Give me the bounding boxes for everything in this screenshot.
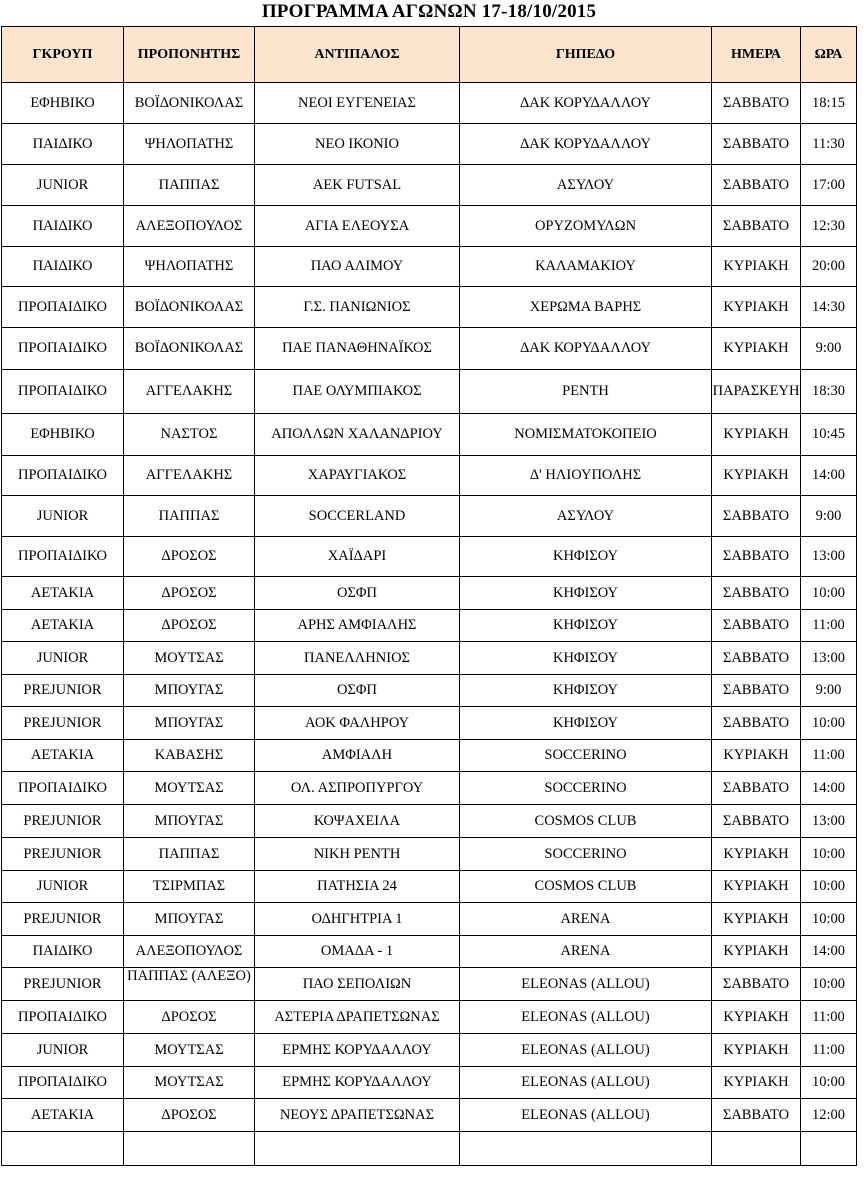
time-cell — [801, 1132, 857, 1166]
day-cell: ΚΥΡΙΑΚΗ — [712, 1001, 801, 1034]
coach-cell: ΑΛΕΞΟΠΟΥΛΟΣ — [124, 936, 255, 968]
venue-cell: ΚΗΦΙΣΟΥ — [460, 707, 712, 740]
day-cell: ΣΑΒΒΑΤΟ — [712, 537, 801, 577]
table-row — [2, 537, 857, 577]
venue-cell: ΑΣΥΛΟΥ — [460, 496, 712, 537]
time-cell: 10:00 — [801, 838, 857, 871]
time-cell: 12:00 — [801, 1099, 857, 1132]
table-row — [2, 456, 857, 496]
table-row — [2, 1001, 857, 1034]
table-row — [2, 1132, 857, 1166]
time-cell: 18:15 — [801, 83, 857, 124]
group-cell: ΠΡΟΠΑΙΔΙΚΟ — [2, 1067, 124, 1099]
table-row — [2, 1034, 857, 1067]
time-cell: 14:00 — [801, 456, 857, 496]
table-row — [2, 414, 857, 456]
venue-cell: ΚΗΦΙΣΟΥ — [460, 537, 712, 577]
table-row — [2, 328, 857, 370]
group-cell: ΠΡΟΠΑΙΔΙΚΟ — [2, 328, 124, 370]
group-cell: ΠΑΙΔΙΚΟ — [2, 206, 124, 247]
coach-cell: ΜΟΥΤΣΑΣ — [124, 1034, 255, 1067]
time-cell: 14:00 — [801, 772, 857, 805]
venue-cell: ELEONAS (ALLOU) — [460, 1001, 712, 1034]
time-cell: 11:30 — [801, 124, 857, 165]
day-cell: ΚΥΡΙΑΚΗ — [712, 247, 801, 287]
table-row — [2, 496, 857, 537]
coach-cell: ΜΠΟΥΓΑΣ — [124, 903, 255, 936]
coach-cell: ΔΡΟΣΟΣ — [124, 1099, 255, 1132]
header-row — [2, 27, 857, 83]
coach-cell: ΜΠΟΥΓΑΣ — [124, 675, 255, 707]
group-cell: ΑΕΤΑΚΙΑ — [2, 740, 124, 772]
opponent-cell: ΑΟΚ ΦΑΛΗΡΟΥ — [255, 707, 460, 740]
day-cell: ΚΥΡΙΑΚΗ — [712, 740, 801, 772]
time-cell: 10:00 — [801, 871, 857, 903]
time-cell: 10:00 — [801, 968, 857, 1001]
time-cell: 9:00 — [801, 328, 857, 370]
day-cell: ΣΑΒΒΑΤΟ — [712, 165, 801, 206]
day-cell: ΣΑΒΒΑΤΟ — [712, 1099, 801, 1132]
opponent-cell: ΧΑΡΑΥΓΙΑΚΟΣ — [255, 456, 460, 496]
opponent-cell: ΠΑΕ ΠΑΝΑΘΗΝΑΪΚΟΣ — [255, 328, 460, 370]
coach-cell: ΨΗΛΟΠΑΤΗΣ — [124, 247, 255, 287]
group-cell: JUNIOR — [2, 165, 124, 206]
day-cell: ΚΥΡΙΑΚΗ — [712, 1034, 801, 1067]
time-cell: 10:00 — [801, 707, 857, 740]
opponent-cell: Γ.Σ. ΠΑΝΙΩΝΙΟΣ — [255, 287, 460, 328]
venue-cell: ΚΗΦΙΣΟΥ — [460, 642, 712, 675]
day-cell: ΣΑΒΒΑΤΟ — [712, 83, 801, 124]
coach-cell-text: ΠΑΠΠΑΣ (ΑΛΕΞΟ) — [127, 969, 251, 984]
day-cell: ΣΑΒΒΑΤΟ — [712, 675, 801, 707]
column-header-day: ΗΜΕΡΑ — [712, 27, 801, 83]
opponent-cell: SOCCERLAND — [255, 496, 460, 537]
time-cell: 17:00 — [801, 165, 857, 206]
time-cell: 10:00 — [801, 1067, 857, 1099]
day-cell: ΣΑΒΒΑΤΟ — [712, 707, 801, 740]
group-cell: ΑΕΤΑΚΙΑ — [2, 577, 124, 610]
column-header-time: ΩΡΑ — [801, 27, 857, 83]
venue-cell: ΝΟΜΙΣΜΑΤΟΚΟΠΕΙΟ — [460, 414, 712, 456]
day-cell: ΣΑΒΒΑΤΟ — [712, 772, 801, 805]
time-cell: 13:00 — [801, 642, 857, 675]
table-row — [2, 838, 857, 871]
opponent-cell: ΟΛ. ΑΣΠΡΟΠΥΡΓΟΥ — [255, 772, 460, 805]
table-row — [2, 83, 857, 124]
opponent-cell: ΑΡΗΣ ΑΜΦΙΑΛΗΣ — [255, 610, 460, 642]
venue-cell: SOCCERINO — [460, 740, 712, 772]
venue-cell: ARENA — [460, 903, 712, 936]
opponent-cell: ΠΑΕ ΟΛΥΜΠΙΑΚΟΣ — [255, 370, 460, 414]
venue-cell: ΚΗΦΙΣΟΥ — [460, 577, 712, 610]
group-cell: ΠΡΟΠΑΙΔΙΚΟ — [2, 370, 124, 414]
day-cell: ΚΥΡΙΑΚΗ — [712, 1067, 801, 1099]
coach-cell: ΝΑΣΤΟΣ — [124, 414, 255, 456]
day-cell: ΚΥΡΙΑΚΗ — [712, 456, 801, 496]
coach-cell: ΜΠΟΥΓΑΣ — [124, 707, 255, 740]
table-row — [2, 610, 857, 642]
coach-cell: ΜΠΟΥΓΑΣ — [124, 805, 255, 838]
venue-cell: ΔΑΚ ΚΟΡΥΔΑΛΛΟΥ — [460, 124, 712, 165]
venue-cell — [460, 1132, 712, 1166]
opponent-cell: ΝΙΚΗ ΡΕΝΤΗ — [255, 838, 460, 871]
opponent-cell: ΕΡΜΗΣ ΚΟΡΥΔΑΛΛΟΥ — [255, 1034, 460, 1067]
venue-cell: ARENA — [460, 936, 712, 968]
opponent-cell: ΟΜΑΔΑ - 1 — [255, 936, 460, 968]
time-cell: 10:00 — [801, 903, 857, 936]
time-cell: 11:00 — [801, 740, 857, 772]
opponent-cell: ΟΣΦΠ — [255, 675, 460, 707]
group-cell: PREJUNIOR — [2, 838, 124, 871]
table-row — [2, 370, 857, 414]
group-cell: PREJUNIOR — [2, 805, 124, 838]
group-cell: ΠΡΟΠΑΙΔΙΚΟ — [2, 456, 124, 496]
group-cell: JUNIOR — [2, 642, 124, 675]
day-cell: ΠΑΡΑΣΚΕΥΗ — [712, 370, 801, 414]
group-cell: ΠΡΟΠΑΙΔΙΚΟ — [2, 537, 124, 577]
coach-cell: ΒΟΪΔΟΝΙΚΟΛΑΣ — [124, 328, 255, 370]
venue-cell: ELEONAS (ALLOU) — [460, 1034, 712, 1067]
day-cell: ΚΥΡΙΑΚΗ — [712, 328, 801, 370]
coach-cell: ΔΡΟΣΟΣ — [124, 1001, 255, 1034]
venue-cell: SOCCERINO — [460, 838, 712, 871]
table-row — [2, 871, 857, 903]
coach-cell: ΜΟΥΤΣΑΣ — [124, 1067, 255, 1099]
coach-cell: ΤΣΙΡΜΠΑΣ — [124, 871, 255, 903]
time-cell: 10:00 — [801, 577, 857, 610]
table-row — [2, 165, 857, 206]
time-cell: 13:00 — [801, 805, 857, 838]
coach-cell: ΔΡΟΣΟΣ — [124, 577, 255, 610]
opponent-cell: ΝΕΟ ΙΚΟΝΙΟ — [255, 124, 460, 165]
time-cell: 9:00 — [801, 675, 857, 707]
group-cell: ΑΕΤΑΚΙΑ — [2, 1099, 124, 1132]
venue-cell: ELEONAS (ALLOU) — [460, 1099, 712, 1132]
day-cell: ΚΥΡΙΑΚΗ — [712, 903, 801, 936]
opponent-cell: ΠΑΤΗΣΙΑ 24 — [255, 871, 460, 903]
opponent-cell: ΑΜΦΙΑΛΗ — [255, 740, 460, 772]
day-cell: ΚΥΡΙΑΚΗ — [712, 287, 801, 328]
opponent-cell: ΝΕΟΙ ΕΥΓΕΝΕΙΑΣ — [255, 83, 460, 124]
coach-cell: ΒΟΪΔΟΝΙΚΟΛΑΣ — [124, 83, 255, 124]
time-cell: 11:00 — [801, 1034, 857, 1067]
coach-cell: ΠΑΠΠΑΣ — [124, 838, 255, 871]
table-row — [2, 247, 857, 287]
day-cell: ΚΥΡΙΑΚΗ — [712, 838, 801, 871]
table-row — [2, 740, 857, 772]
venue-cell: ΔΑΚ ΚΟΡΥΔΑΛΛΟΥ — [460, 83, 712, 124]
time-cell: 11:00 — [801, 1001, 857, 1034]
venue-cell: ΚΑΛΑΜΑΚΙΟΥ — [460, 247, 712, 287]
table-row — [2, 1099, 857, 1132]
venue-cell: SOCCERINO — [460, 772, 712, 805]
opponent-cell: ΠΑΟ ΣΕΠΟΛΙΩΝ — [255, 968, 460, 1001]
day-cell: ΣΑΒΒΑΤΟ — [712, 577, 801, 610]
day-cell: ΣΑΒΒΑΤΟ — [712, 610, 801, 642]
coach-cell — [124, 1132, 255, 1166]
day-cell: ΣΑΒΒΑΤΟ — [712, 805, 801, 838]
coach-cell: ΠΑΠΠΑΣ — [124, 496, 255, 537]
group-cell: ΕΦΗΒΙΚΟ — [2, 414, 124, 456]
opponent-cell: ΟΔΗΓΗΤΡΙΑ 1 — [255, 903, 460, 936]
time-cell: 13:00 — [801, 537, 857, 577]
group-cell: JUNIOR — [2, 496, 124, 537]
coach-cell: ΒΟΪΔΟΝΙΚΟΛΑΣ — [124, 287, 255, 328]
opponent-cell: ΑΠΟΛΛΩΝ ΧΑΛΑΝΔΡΙΟΥ — [255, 414, 460, 456]
schedule-body — [2, 83, 857, 1166]
group-cell: ΠΑΙΔΙΚΟ — [2, 936, 124, 968]
group-cell: ΑΕΤΑΚΙΑ — [2, 610, 124, 642]
time-cell: 10:45 — [801, 414, 857, 456]
venue-cell: ΡΕΝΤΗ — [460, 370, 712, 414]
table-row — [2, 675, 857, 707]
venue-cell: ΑΣΥΛΟΥ — [460, 165, 712, 206]
venue-cell: COSMOS CLUB — [460, 805, 712, 838]
table-row — [2, 805, 857, 838]
venue-cell: ΧΕΡΩΜΑ ΒΑΡΗΣ — [460, 287, 712, 328]
table-row — [2, 707, 857, 740]
venue-cell: ELEONAS (ALLOU) — [460, 968, 712, 1001]
coach-cell — [124, 968, 255, 1001]
opponent-cell: ΚΟΨΑΧΕΙΛΑ — [255, 805, 460, 838]
venue-cell: ΔΑΚ ΚΟΡΥΔΑΛΛΟΥ — [460, 328, 712, 370]
match-schedule-table — [1, 26, 857, 1166]
venue-cell: ΚΗΦΙΣΟΥ — [460, 675, 712, 707]
page-title: ΠΡΟΓΡΑΜΜΑ ΑΓΩΝΩΝ 17-18/10/2015 — [261, 1, 597, 22]
column-header-opponent: ΑΝΤΙΠΑΛΟΣ — [255, 27, 460, 83]
table-row — [2, 577, 857, 610]
venue-cell: ΟΡΥΖΟΜΥΛΩΝ — [460, 206, 712, 247]
venue-cell: ELEONAS (ALLOU) — [460, 1067, 712, 1099]
opponent-cell: ΠΑΟ ΑΛΙΜΟΥ — [255, 247, 460, 287]
table-row — [2, 968, 857, 1001]
table-row — [2, 936, 857, 968]
time-cell: 18:30 — [801, 370, 857, 414]
group-cell: ΠΡΟΠΑΙΔΙΚΟ — [2, 772, 124, 805]
group-cell: PREJUNIOR — [2, 675, 124, 707]
day-cell: ΣΑΒΒΑΤΟ — [712, 968, 801, 1001]
venue-cell: Δ' ΗΛΙΟΥΠΟΛΗΣ — [460, 456, 712, 496]
column-header-group: ΓΚΡΟΥΠ — [2, 27, 124, 83]
time-cell: 14:30 — [801, 287, 857, 328]
column-header-coach: ΠΡΟΠΟΝΗΤΗΣ — [124, 27, 255, 83]
time-cell: 20:00 — [801, 247, 857, 287]
group-cell — [2, 1132, 124, 1166]
coach-cell: ΠΑΠΠΑΣ — [124, 165, 255, 206]
group-cell: PREJUNIOR — [2, 968, 124, 1001]
table-row — [2, 287, 857, 328]
opponent-cell: ΧΑΪΔΑΡΙ — [255, 537, 460, 577]
venue-cell: ΚΗΦΙΣΟΥ — [460, 610, 712, 642]
column-header-venue: ΓΗΠΕΔΟ — [460, 27, 712, 83]
coach-cell: ΑΓΓΕΛΑΚΗΣ — [124, 456, 255, 496]
coach-cell: ΔΡΟΣΟΣ — [124, 610, 255, 642]
coach-cell: ΑΓΓΕΛΑΚΗΣ — [124, 370, 255, 414]
table-row — [2, 124, 857, 165]
venue-cell: COSMOS CLUB — [460, 871, 712, 903]
group-cell: ΠΡΟΠΑΙΔΙΚΟ — [2, 1001, 124, 1034]
table-row — [2, 1067, 857, 1099]
table-row — [2, 772, 857, 805]
day-cell — [712, 1132, 801, 1166]
opponent-cell: ΑΣΤΕΡΙΑ ΔΡΑΠΕΤΣΩΝΑΣ — [255, 1001, 460, 1034]
time-cell: 9:00 — [801, 496, 857, 537]
group-cell: ΠΑΙΔΙΚΟ — [2, 247, 124, 287]
table-row — [2, 903, 857, 936]
table-row — [2, 206, 857, 247]
group-cell: ΠΑΙΔΙΚΟ — [2, 124, 124, 165]
opponent-cell: ΠΑΝΕΛΛΗΝΙΟΣ — [255, 642, 460, 675]
opponent-cell — [255, 1132, 460, 1166]
opponent-cell: ΟΣΦΠ — [255, 577, 460, 610]
group-cell: JUNIOR — [2, 1034, 124, 1067]
coach-cell: ΜΟΥΤΣΑΣ — [124, 642, 255, 675]
group-cell: JUNIOR — [2, 871, 124, 903]
opponent-cell: ΕΡΜΗΣ ΚΟΡΥΔΑΛΛΟΥ — [255, 1067, 460, 1099]
coach-cell: ΑΛΕΞΟΠΟΥΛΟΣ — [124, 206, 255, 247]
coach-cell: ΨΗΛΟΠΑΤΗΣ — [124, 124, 255, 165]
day-cell: ΣΑΒΒΑΤΟ — [712, 642, 801, 675]
day-cell: ΣΑΒΒΑΤΟ — [712, 496, 801, 537]
coach-cell: ΚΑΒΑΣΗΣ — [124, 740, 255, 772]
time-cell: 14:00 — [801, 936, 857, 968]
time-cell: 12:30 — [801, 206, 857, 247]
day-cell: ΚΥΡΙΑΚΗ — [712, 936, 801, 968]
coach-cell: ΜΟΥΤΣΑΣ — [124, 772, 255, 805]
time-cell: 11:00 — [801, 610, 857, 642]
group-cell: ΠΡΟΠΑΙΔΙΚΟ — [2, 287, 124, 328]
coach-cell: ΔΡΟΣΟΣ — [124, 537, 255, 577]
opponent-cell: ΝΕΟΥΣ ΔΡΑΠΕΤΣΩΝΑΣ — [255, 1099, 460, 1132]
group-cell: PREJUNIOR — [2, 903, 124, 936]
group-cell: ΕΦΗΒΙΚΟ — [2, 83, 124, 124]
day-cell: ΚΥΡΙΑΚΗ — [712, 414, 801, 456]
day-cell: ΣΑΒΒΑΤΟ — [712, 206, 801, 247]
opponent-cell: ΑΓΙΑ ΕΛΕΟΥΣΑ — [255, 206, 460, 247]
day-cell: ΚΥΡΙΑΚΗ — [712, 871, 801, 903]
opponent-cell: ΑΕΚ FUTSAL — [255, 165, 460, 206]
group-cell: PREJUNIOR — [2, 707, 124, 740]
day-cell: ΣΑΒΒΑΤΟ — [712, 124, 801, 165]
table-row — [2, 642, 857, 675]
